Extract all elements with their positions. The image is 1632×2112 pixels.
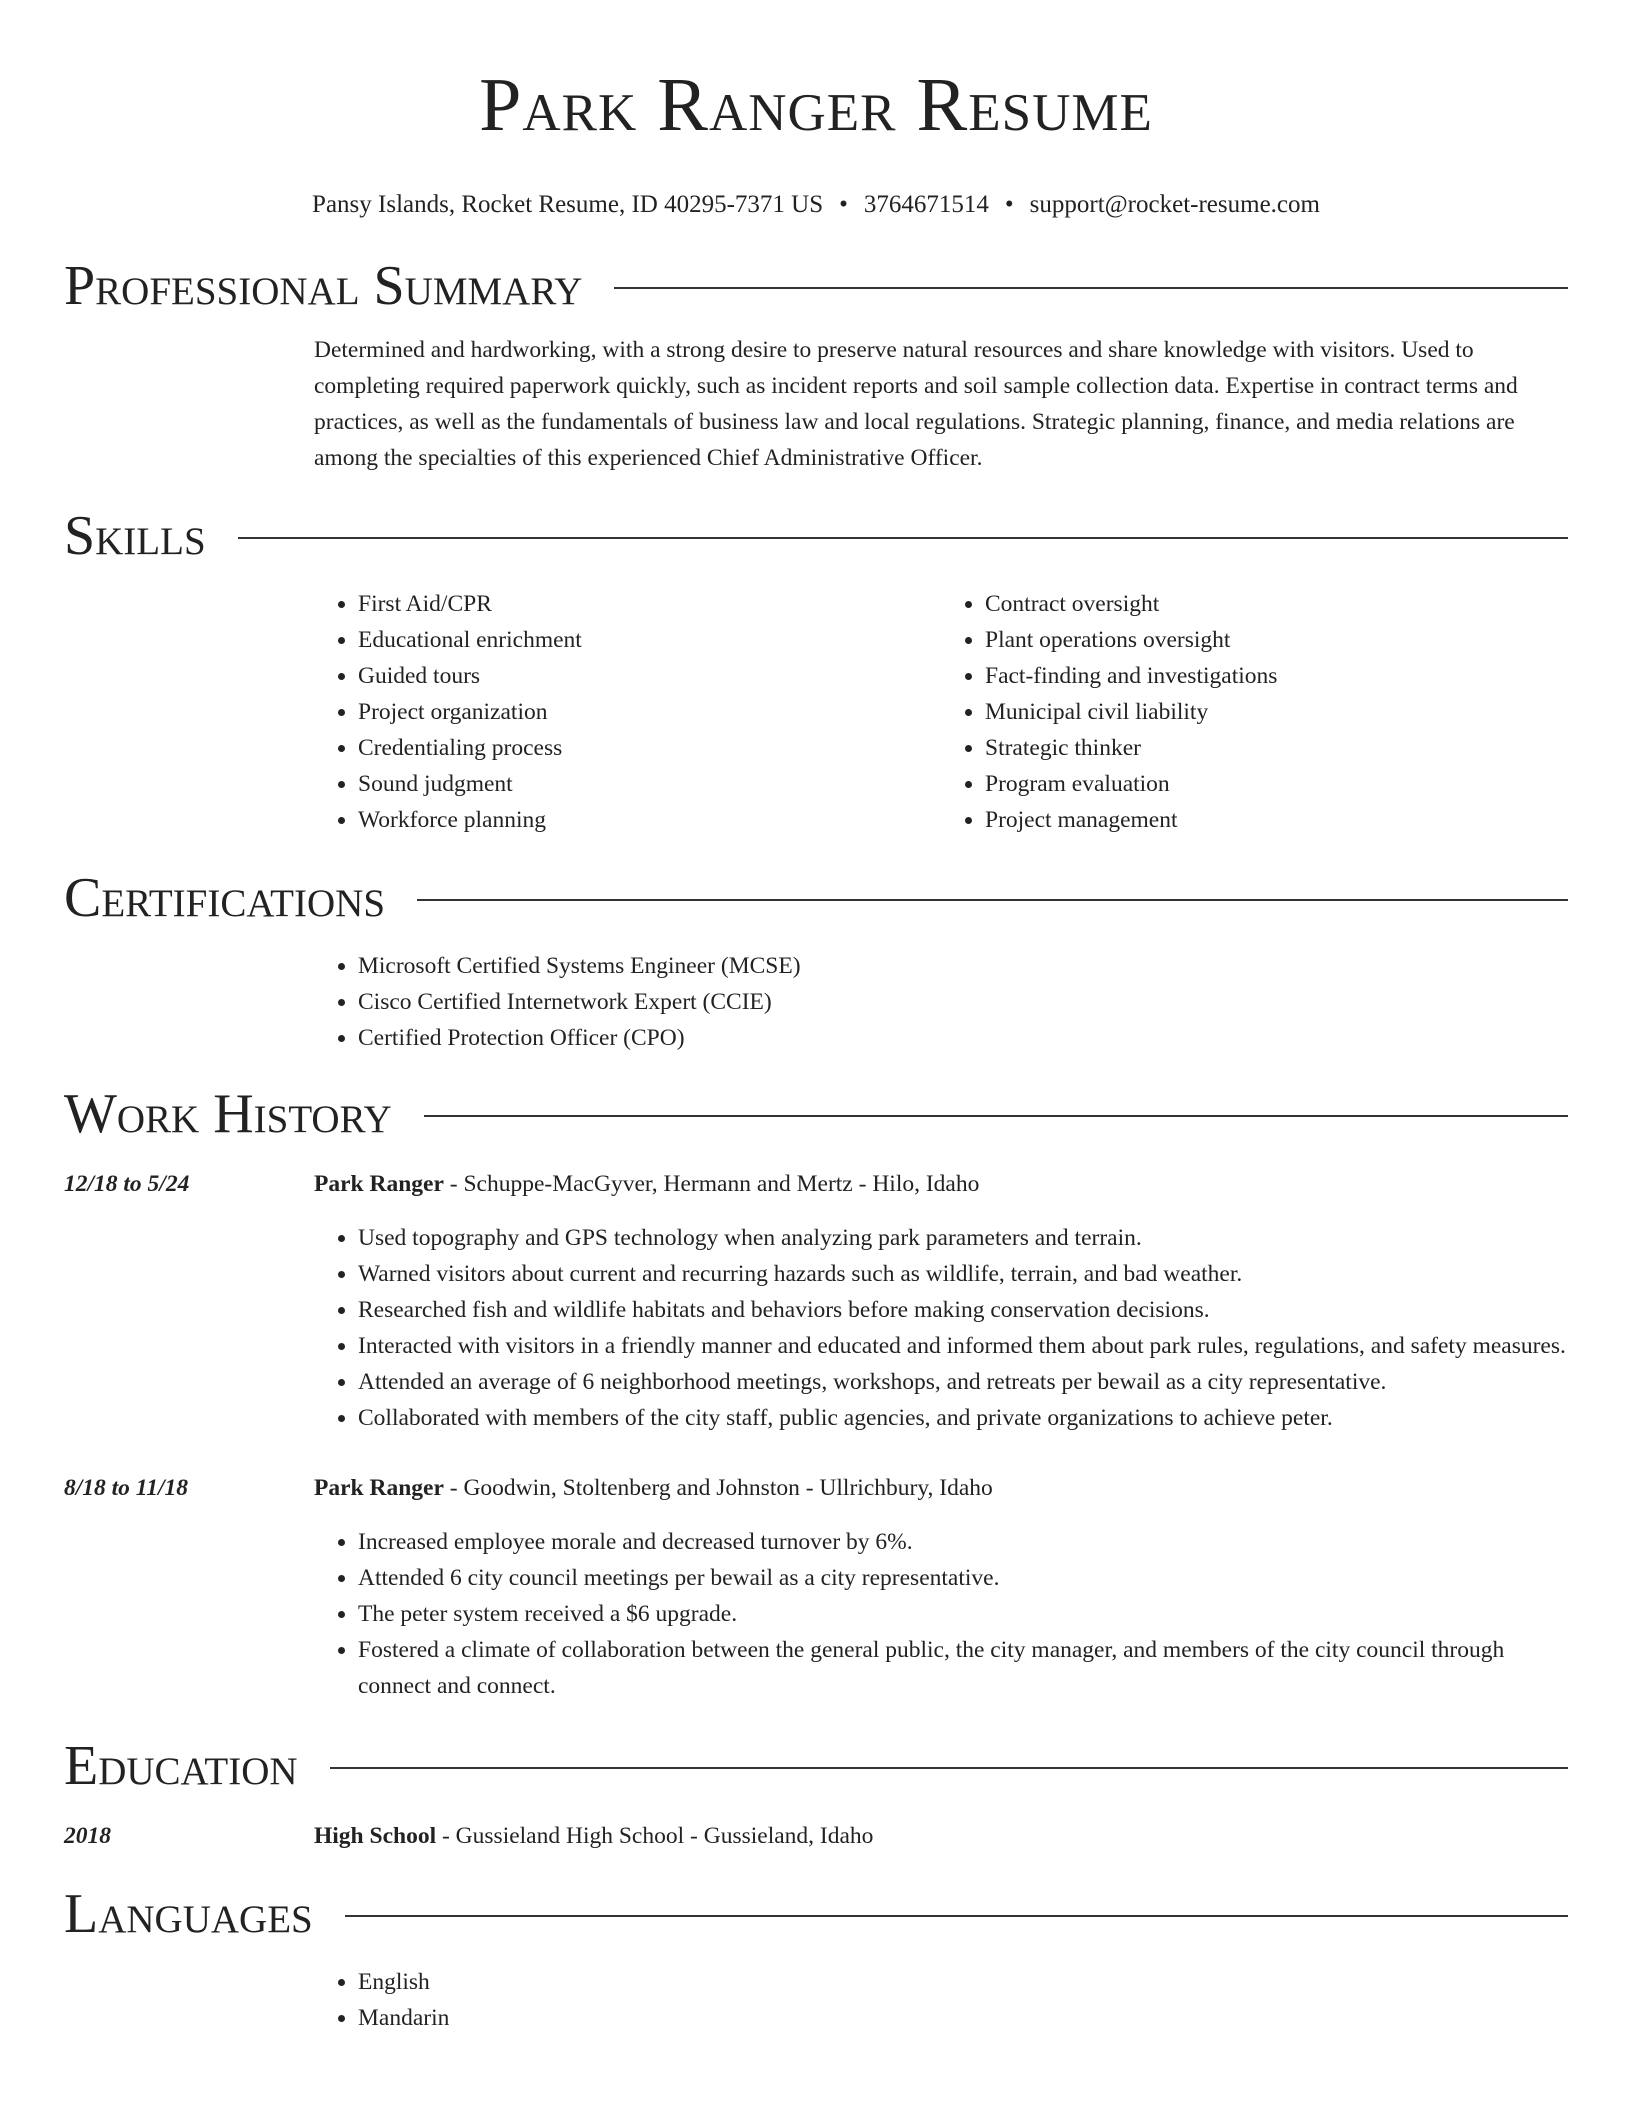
certification-item: • Microsoft Certified Systems Engineer (MCSE): [358, 948, 1568, 984]
job-bullet: • Collaborated with members of the city staff, public agencies, and private organizations to achieve peter.: [358, 1400, 1568, 1436]
job-bullet: • Researched fish and wildlife habitats and behaviors before making conservation decisions.: [358, 1292, 1568, 1328]
language-item: • Mandarin: [358, 2000, 1568, 2036]
job-bullet: • Used topography and GPS technology when analyzing park parameters and terrain.: [358, 1220, 1568, 1256]
language-item: • English: [358, 1964, 1568, 2000]
job-employer: - Schuppe-MacGyver, Hermann and Mertz - Hilo, Idaho: [443, 1171, 980, 1197]
resume-page: [64, 0, 1568, 2036]
section-header-certifications: [64, 866, 1568, 930]
section-title-certifications: Certifications: [64, 867, 386, 929]
contact-email: support@rocket-resume.com: [1029, 191, 1320, 218]
job-employer: - Goodwin, Stoltenberg and Johnston - Ullrichbury, Idaho: [443, 1475, 993, 1501]
section-header-skills: [64, 504, 1568, 568]
certification-item: • Certified Protection Officer (CPO): [358, 1020, 1568, 1056]
job-dates: 8/18 to 11/18: [64, 1475, 189, 1501]
contact-phone: 3764671514: [863, 191, 989, 218]
section-divider: [345, 1915, 1568, 1917]
job-bullets: [314, 1524, 1568, 1704]
job-entry: [64, 1166, 1568, 1436]
skill-item: • First Aid/CPR: [358, 586, 941, 622]
skill-item: • Project organization: [358, 694, 941, 730]
skill-item: • Project management: [985, 802, 1568, 838]
languages-list: [314, 1964, 1568, 2036]
section-header-work-history: [64, 1082, 1568, 1146]
section-title-summary: Professional Summary: [64, 255, 583, 317]
languages-body: [314, 1964, 1568, 2036]
section-header-languages: [64, 1882, 1568, 1946]
contact-address: Pansy Islands, Rocket Resume, ID 40295-7371 US: [312, 191, 824, 218]
section-divider: [424, 1115, 1568, 1117]
skill-item: • Credentialing process: [358, 730, 941, 766]
skills-grid: [314, 586, 1568, 838]
job-heading: [314, 1470, 1568, 1506]
job-bullet: • Attended 6 city council meetings per bewail as a city representative.: [358, 1560, 1568, 1596]
section-header-summary: [64, 254, 1568, 318]
job-title: Park Ranger: [314, 1475, 444, 1501]
contact-separator: •: [1004, 191, 1014, 218]
job-heading: [314, 1166, 1568, 1202]
skill-item: • Fact-finding and investigations: [985, 658, 1568, 694]
certifications-body: [314, 948, 1568, 1056]
education-school: - Gussieland High School - Gussieland, Idaho: [436, 1823, 874, 1849]
job-bullet: • Warned visitors about current and recurring hazards such as wildlife, terrain, and bad weather.: [358, 1256, 1568, 1292]
education-year: 2018: [64, 1823, 111, 1849]
summary-text: Determined and hardworking, with a strong desire to preserve natural resources and share knowledge with visitors. Used to completing required paperwork quickly, such as incident reports and soil sample collection data. Expertise in contract terms and practices, as well as the fundamentals of business law and local regulations. Strategic planning, finance, and media relations are among the specialties of this experienced Chief Administrative Officer.: [314, 337, 1518, 471]
certification-item: • Cisco Certified Internetwork Expert (CCIE): [358, 984, 1568, 1020]
job-info: [314, 1470, 1568, 1704]
section-divider: [417, 899, 1568, 901]
skill-item: • Municipal civil liability: [985, 694, 1568, 730]
skill-item: • Contract oversight: [985, 586, 1568, 622]
job-bullet: • Interacted with visitors in a friendly manner and educated and informed them about park rules, regulations, and safety measures.: [358, 1328, 1568, 1364]
section-header-education: [64, 1734, 1568, 1798]
certifications-list: [314, 948, 1568, 1056]
job-bullet: • Fostered a climate of collaboration between the general public, the city manager, and members of the city council through connect and connect.: [358, 1632, 1568, 1704]
summary-body: [314, 332, 1568, 476]
skill-item: • Strategic thinker: [985, 730, 1568, 766]
job-bullets: [314, 1220, 1568, 1436]
skills-list-left: [314, 586, 941, 838]
skill-item: • Program evaluation: [985, 766, 1568, 802]
skill-item: • Workforce planning: [358, 802, 941, 838]
skill-item: • Guided tours: [358, 658, 941, 694]
job-bullet: • The peter system received a $6 upgrade.: [358, 1596, 1568, 1632]
skill-item: • Educational enrichment: [358, 622, 941, 658]
job-dates: 12/18 to 5/24: [64, 1171, 190, 1197]
job-info: [314, 1166, 1568, 1436]
education-degree: High School: [314, 1823, 437, 1849]
section-divider: [330, 1767, 1568, 1769]
skill-item: • Sound judgment: [358, 766, 941, 802]
job-entry: [64, 1470, 1568, 1704]
job-title: Park Ranger: [314, 1171, 444, 1197]
skills-list-right: [941, 586, 1568, 838]
contact-line: [64, 190, 1568, 220]
section-divider: [614, 287, 1568, 289]
section-title-education: Education: [64, 1735, 298, 1797]
contact-separator: •: [839, 191, 848, 218]
section-title-work-history: Work History: [64, 1083, 392, 1145]
job-bullet: • Attended an average of 6 neighborhood meetings, workshops, and retreats per bewail as a city representative.: [358, 1364, 1568, 1400]
section-title-languages: Languages: [64, 1883, 313, 1945]
job-bullet: • Increased employee morale and decreased turnover by 6%.: [358, 1524, 1568, 1560]
section-title-skills: Skills: [64, 505, 206, 567]
resume-title: Park Ranger Resume: [479, 63, 1153, 147]
skill-item: • Plant operations oversight: [985, 622, 1568, 658]
education-info: [314, 1818, 1568, 1854]
education-entry: [64, 1818, 1568, 1854]
section-divider: [238, 537, 1568, 539]
